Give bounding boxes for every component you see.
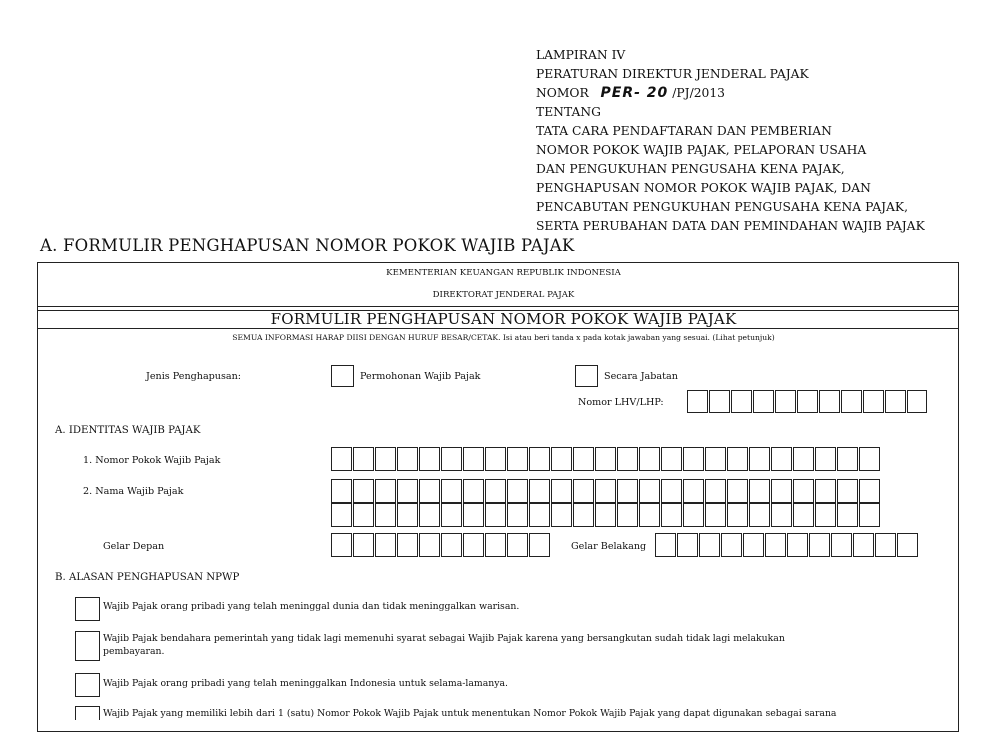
char-box[interactable] xyxy=(529,533,550,557)
divider xyxy=(37,306,959,307)
appendix-label: LAMPIRAN IV xyxy=(536,48,626,62)
char-box[interactable] xyxy=(617,447,638,471)
char-box[interactable] xyxy=(749,503,770,527)
char-box[interactable] xyxy=(661,479,682,503)
char-box[interactable] xyxy=(753,390,774,413)
char-box[interactable] xyxy=(353,503,374,527)
char-box[interactable] xyxy=(595,447,616,471)
char-box[interactable] xyxy=(507,503,528,527)
regulation-number xyxy=(536,84,925,103)
char-box[interactable] xyxy=(419,503,440,527)
char-box[interactable] xyxy=(897,533,918,557)
char-box[interactable] xyxy=(775,390,796,413)
char-box[interactable] xyxy=(815,479,836,503)
char-box[interactable] xyxy=(771,479,792,503)
char-box[interactable] xyxy=(705,447,726,471)
char-box[interactable] xyxy=(749,447,770,471)
char-box[interactable] xyxy=(683,503,704,527)
request-checkbox[interactable] xyxy=(331,365,354,387)
char-box[interactable] xyxy=(853,533,874,557)
char-box[interactable] xyxy=(815,447,836,471)
npwp-label: 1. Nomor Pokok Wajib Pajak xyxy=(83,455,221,466)
subject-line: DAN PENGUKUHAN PENGUSAHA KENA PAJAK, xyxy=(536,162,845,176)
char-box[interactable] xyxy=(331,533,352,557)
char-box[interactable] xyxy=(907,390,927,413)
reason-text-cont: pembayaran. xyxy=(103,646,165,657)
section-title: A. FORMULIR PENGHAPUSAN NOMOR POKOK WAJIB PAJAK xyxy=(40,236,575,255)
subject-line: NOMOR POKOK WAJIB PAJAK, PELAPORAN USAHA xyxy=(536,143,867,157)
char-box[interactable] xyxy=(353,533,374,557)
char-box[interactable] xyxy=(331,503,352,527)
char-box[interactable] xyxy=(441,479,462,503)
char-box[interactable] xyxy=(859,503,880,527)
char-box[interactable] xyxy=(397,447,418,471)
char-box[interactable] xyxy=(419,479,440,503)
char-box[interactable] xyxy=(875,533,896,557)
char-box[interactable] xyxy=(859,447,880,471)
char-box[interactable] xyxy=(809,533,830,557)
char-box[interactable] xyxy=(787,533,808,557)
subject-line: PENCABUTAN PENGUKUHAN PENGUSAHA KENA PAJAK, xyxy=(536,200,909,214)
char-box[interactable] xyxy=(463,447,484,471)
char-box[interactable] xyxy=(353,479,374,503)
char-box[interactable] xyxy=(419,447,440,471)
request-option-label: Permohonan Wajib Pajak xyxy=(360,371,481,382)
reason-text: Wajib Pajak bendahara pemerintah yang tidak lagi memenuhi syarat sebagai Wajib Pajak karena yang bersangkutan sudah tidak lagi melakukan xyxy=(103,633,785,644)
char-box[interactable] xyxy=(705,503,726,527)
char-box[interactable] xyxy=(639,447,660,471)
char-box[interactable] xyxy=(639,479,660,503)
back-title-input[interactable] xyxy=(655,533,919,557)
char-box[interactable] xyxy=(771,447,792,471)
official-checkbox[interactable] xyxy=(575,365,598,387)
char-box[interactable] xyxy=(529,479,550,503)
char-box[interactable] xyxy=(551,447,572,471)
char-box[interactable] xyxy=(573,479,594,503)
char-box[interactable] xyxy=(727,479,748,503)
subject-line: PENGHAPUSAN NOMOR POKOK WAJIB PAJAK, DAN xyxy=(536,181,871,195)
char-box[interactable] xyxy=(331,479,352,503)
form-instruction: SEMUA INFORMASI HARAP DIISI DENGAN HURUF BESAR/CETAK. Isi atau beri tanda x pada kotak jawaban yang sesuai. (Lihat petunjuk) xyxy=(232,333,775,342)
lhv-label: Nomor LHV/LHP: xyxy=(578,397,664,408)
char-box[interactable] xyxy=(699,533,720,557)
char-box[interactable] xyxy=(617,503,638,527)
char-box[interactable] xyxy=(721,533,742,557)
char-box[interactable] xyxy=(375,503,396,527)
char-box[interactable] xyxy=(397,503,418,527)
char-box[interactable] xyxy=(551,503,572,527)
char-box[interactable] xyxy=(441,533,462,557)
char-box[interactable] xyxy=(731,390,752,413)
char-box[interactable] xyxy=(683,447,704,471)
char-box[interactable] xyxy=(793,447,814,471)
char-box[interactable] xyxy=(441,503,462,527)
char-box[interactable] xyxy=(463,479,484,503)
char-box[interactable] xyxy=(595,503,616,527)
deletion-type-label: Jenis Penghapusan: xyxy=(146,371,242,382)
about-label: TENTANG xyxy=(536,105,601,119)
char-box[interactable] xyxy=(837,479,858,503)
npwp-input[interactable] xyxy=(331,447,881,471)
char-box[interactable] xyxy=(727,447,748,471)
char-box[interactable] xyxy=(507,533,528,557)
official-option-label: Secara Jabatan xyxy=(604,371,678,382)
reason-checkbox[interactable] xyxy=(75,631,100,661)
lhv-input[interactable] xyxy=(687,390,928,413)
name-input-row-1[interactable] xyxy=(331,479,881,503)
char-box[interactable] xyxy=(709,390,730,413)
back-title-label: Gelar Belakang xyxy=(571,541,647,552)
reason-checkbox[interactable] xyxy=(75,673,100,697)
char-box[interactable] xyxy=(463,503,484,527)
char-box[interactable] xyxy=(797,390,818,413)
char-box[interactable] xyxy=(441,447,462,471)
char-box[interactable] xyxy=(353,447,374,471)
char-box[interactable] xyxy=(485,533,506,557)
identity-heading: A. IDENTITAS WAJIB PAJAK xyxy=(55,425,201,436)
char-box[interactable] xyxy=(863,390,884,413)
name-label: 2. Nama Wajib Pajak xyxy=(83,486,184,497)
reasons-heading: B. ALASAN PENGHAPUSAN NPWP xyxy=(55,572,240,583)
handwritten-number: PER- 20 xyxy=(600,85,669,101)
char-box[interactable] xyxy=(331,447,352,471)
subject-line: SERTA PERUBAHAN DATA DAN PEMINDAHAN WAJIB PAJAK xyxy=(536,219,925,233)
regulation-label: PERATURAN DIREKTUR JENDERAL PAJAK xyxy=(536,67,809,81)
reason-text: Wajib Pajak orang pribadi yang telah meninggal dunia dan tidak meninggalkan warisan. xyxy=(103,601,520,612)
char-box[interactable] xyxy=(687,390,708,413)
char-box[interactable] xyxy=(551,479,572,503)
char-box[interactable] xyxy=(819,390,840,413)
char-box[interactable] xyxy=(837,447,858,471)
front-title-input[interactable] xyxy=(331,533,551,557)
char-box[interactable] xyxy=(655,533,676,557)
char-box[interactable] xyxy=(375,479,396,503)
reason-text: Wajib Pajak yang memiliki lebih dari 1 (satu) Nomor Pokok Wajib Pajak untuk menentukan Nomor Pokok Wajib Pajak yang dapat digunakan sebagai sarana xyxy=(103,708,837,719)
char-box[interactable] xyxy=(765,533,786,557)
reason-checkbox[interactable] xyxy=(75,706,100,720)
char-box[interactable] xyxy=(397,479,418,503)
char-box[interactable] xyxy=(749,479,770,503)
number-prefix: NOMOR xyxy=(536,86,589,100)
char-box[interactable] xyxy=(529,447,550,471)
number-suffix: /PJ/2013 xyxy=(672,86,726,100)
char-box[interactable] xyxy=(397,533,418,557)
char-box[interactable] xyxy=(573,447,594,471)
char-box[interactable] xyxy=(859,479,880,503)
char-box[interactable] xyxy=(375,533,396,557)
reason-checkbox[interactable] xyxy=(75,597,100,621)
char-box[interactable] xyxy=(529,503,550,527)
char-box[interactable] xyxy=(375,447,396,471)
char-box[interactable] xyxy=(485,479,506,503)
directorate-label: DIREKTORAT JENDERAL PAJAK xyxy=(432,290,575,300)
char-box[interactable] xyxy=(743,533,764,557)
char-box[interactable] xyxy=(815,503,836,527)
char-box[interactable] xyxy=(705,479,726,503)
divider xyxy=(37,328,959,329)
char-box[interactable] xyxy=(507,447,528,471)
subject-line: TATA CARA PENDAFTARAN DAN PEMBERIAN xyxy=(536,124,832,138)
char-box[interactable] xyxy=(485,503,506,527)
char-box[interactable] xyxy=(661,447,682,471)
char-box[interactable] xyxy=(793,503,814,527)
char-box[interactable] xyxy=(841,390,862,413)
name-input-row-2[interactable] xyxy=(331,503,881,527)
char-box[interactable] xyxy=(485,447,506,471)
char-box[interactable] xyxy=(617,479,638,503)
ministry-label: KEMENTERIAN KEUANGAN REPUBLIK INDONESIA xyxy=(386,268,621,278)
form-title: FORMULIR PENGHAPUSAN NOMOR POKOK WAJIB PAJAK xyxy=(270,310,737,328)
char-box[interactable] xyxy=(727,503,748,527)
front-title-label: Gelar Depan xyxy=(103,541,165,552)
char-box[interactable] xyxy=(793,479,814,503)
char-box[interactable] xyxy=(831,533,852,557)
char-box[interactable] xyxy=(771,503,792,527)
char-box[interactable] xyxy=(507,479,528,503)
char-box[interactable] xyxy=(837,503,858,527)
char-box[interactable] xyxy=(677,533,698,557)
char-box[interactable] xyxy=(683,479,704,503)
char-box[interactable] xyxy=(639,503,660,527)
char-box[interactable] xyxy=(463,533,484,557)
reason-text: Wajib Pajak orang pribadi yang telah meninggalkan Indonesia untuk selama-lamanya. xyxy=(103,678,508,689)
char-box[interactable] xyxy=(885,390,906,413)
char-box[interactable] xyxy=(595,479,616,503)
appendix-header xyxy=(536,46,925,236)
char-box[interactable] xyxy=(419,533,440,557)
char-box[interactable] xyxy=(661,503,682,527)
char-box[interactable] xyxy=(573,503,594,527)
